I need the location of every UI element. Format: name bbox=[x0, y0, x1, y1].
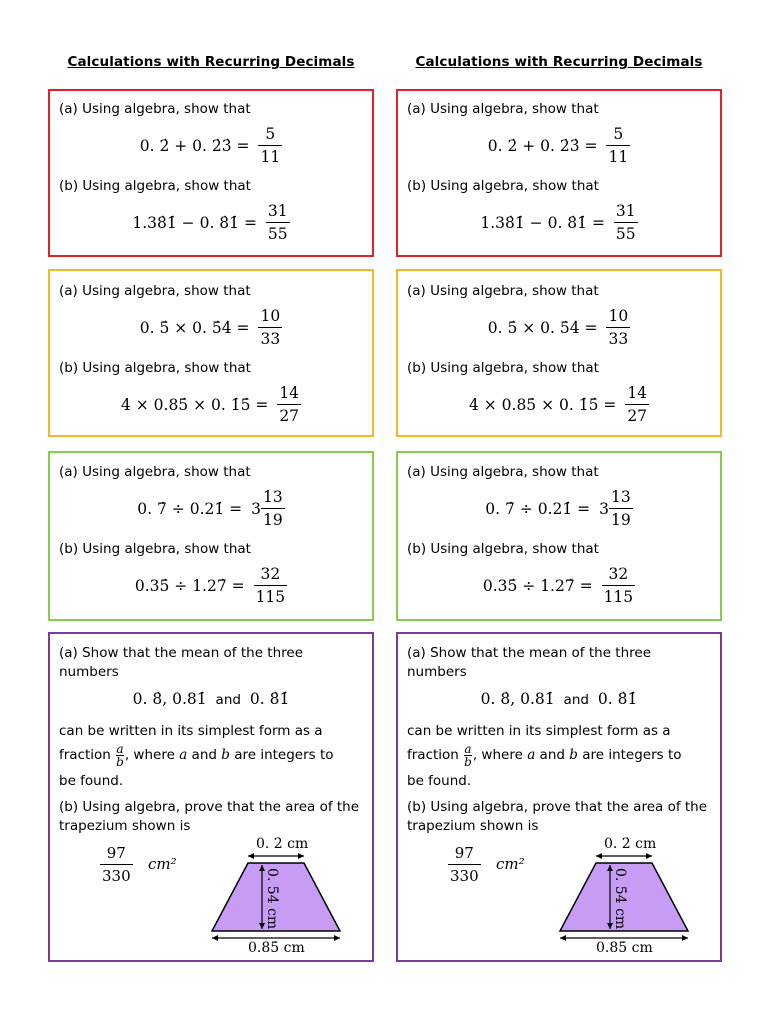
height-label: 0. 5̇4̇ cm bbox=[264, 868, 280, 930]
variable-b: b bbox=[221, 747, 230, 763]
mixed-number-whole: 3 bbox=[251, 499, 261, 518]
top-length-label: 0. 2̇ cm bbox=[256, 836, 309, 852]
arrowhead bbox=[560, 935, 566, 941]
fraction-numerator: 97 bbox=[454, 844, 474, 862]
fraction-denominator: 27 bbox=[625, 404, 649, 427]
part-b-prompt: (b) Using algebra, show that bbox=[407, 360, 599, 376]
part-b-prompt: (b) Using algebra, show that bbox=[59, 541, 251, 557]
fraction-word: fraction bbox=[59, 747, 111, 763]
integers-text: are integers to bbox=[582, 747, 682, 763]
equation-fraction bbox=[254, 563, 288, 608]
part-a-prompt: (a) Show that the mean of the three numbers bbox=[407, 645, 652, 680]
area-fraction bbox=[100, 842, 133, 887]
height-label: 0. 5̇4̇ cm bbox=[612, 868, 628, 930]
equation-fraction bbox=[614, 200, 638, 245]
part-b-equation bbox=[398, 382, 720, 427]
arrowhead bbox=[682, 935, 688, 941]
trapezium-diagram bbox=[200, 830, 350, 954]
fraction-denominator: 330 bbox=[100, 864, 133, 887]
part-b-prompt: (b) Using algebra, prove that the area of the trapezium shown is bbox=[407, 799, 708, 834]
question-card-orange bbox=[48, 269, 374, 437]
fraction-denominator: 55 bbox=[614, 222, 638, 245]
and-text: and bbox=[191, 747, 217, 763]
equation-fraction bbox=[258, 305, 282, 350]
equation-lhs: 4 × 0.85̇ × 0. 1̇5̇ = bbox=[468, 395, 617, 414]
arrowhead bbox=[596, 853, 602, 859]
fraction-line bbox=[59, 740, 334, 770]
fraction-denominator: 19 bbox=[261, 508, 285, 531]
numbers-and: and bbox=[215, 692, 241, 708]
fraction-numerator: 5 bbox=[265, 125, 276, 143]
equation-fraction bbox=[258, 123, 282, 168]
equation-fraction bbox=[606, 123, 630, 168]
part-b-equation bbox=[50, 200, 372, 245]
fraction-denominator: 55 bbox=[266, 222, 290, 245]
numbers-second: 0. 8̇1̇ bbox=[597, 690, 638, 708]
fraction-numerator: 10 bbox=[608, 307, 629, 325]
question-card-green bbox=[396, 451, 722, 621]
fraction-denominator: b bbox=[116, 754, 124, 769]
fraction-denominator: 33 bbox=[258, 327, 282, 350]
a-over-b-fraction bbox=[464, 743, 472, 768]
equation-fraction bbox=[602, 563, 636, 608]
where-text: , where bbox=[472, 747, 523, 763]
where-text: , where bbox=[124, 747, 175, 763]
variable-a: a bbox=[527, 747, 536, 763]
numbers-second: 0. 8̇1̇ bbox=[249, 690, 290, 708]
part-a-equation bbox=[398, 305, 720, 350]
be-found-line: be found. bbox=[407, 773, 472, 789]
fraction-numerator: 14 bbox=[627, 384, 648, 402]
fraction-denominator: b bbox=[464, 754, 472, 769]
a-over-b-fraction bbox=[116, 743, 124, 768]
part-b-equation bbox=[398, 563, 720, 608]
numbers-and: and bbox=[563, 692, 589, 708]
part-b-prompt: (b) Using algebra, show that bbox=[59, 360, 251, 376]
part-b-prompt: (b) Using algebra, show that bbox=[59, 178, 251, 194]
fraction-numerator: a bbox=[116, 741, 124, 756]
fraction-numerator: 97 bbox=[106, 844, 126, 862]
fraction-numerator: 31 bbox=[267, 202, 288, 220]
equation-lhs: 0. 7̇ ÷ 0.21̇ = bbox=[137, 499, 243, 518]
fraction-numerator: 32 bbox=[260, 565, 281, 583]
part-a-prompt: (a) Using algebra, show that bbox=[59, 101, 251, 117]
area-fraction-value bbox=[100, 842, 133, 887]
equation-fraction bbox=[261, 486, 285, 531]
arrowhead bbox=[298, 853, 304, 859]
question-card-purple bbox=[48, 632, 374, 962]
be-found-line: be found. bbox=[59, 773, 124, 789]
equation-lhs: 0.35̇ ÷ 1.27̇ = bbox=[134, 576, 245, 595]
part-a-equation bbox=[398, 486, 720, 531]
equation-lhs: 0. 2̇ + 0. 2̇3̇ = bbox=[139, 136, 250, 155]
arrowhead bbox=[212, 935, 218, 941]
fraction-denominator: 115 bbox=[254, 585, 288, 608]
part-a-prompt: (a) Using algebra, show that bbox=[407, 283, 599, 299]
fraction-denominator: 11 bbox=[258, 145, 282, 168]
part-a-prompt: (a) Using algebra, show that bbox=[59, 464, 251, 480]
mean-numbers bbox=[398, 690, 720, 708]
arrowhead bbox=[248, 853, 254, 859]
fraction-numerator: 31 bbox=[615, 202, 636, 220]
mixed-number-whole: 3 bbox=[599, 499, 609, 518]
part-a-prompt: (a) Using algebra, show that bbox=[407, 101, 599, 117]
equation-lhs: 1.38̇1̇ − 0. 8̇1̇ = bbox=[132, 213, 257, 232]
bottom-length-label: 0.85̇ cm bbox=[596, 940, 653, 954]
question-card-green bbox=[48, 451, 374, 621]
fraction-denominator: 33 bbox=[606, 327, 630, 350]
trapezium-diagram bbox=[548, 830, 698, 954]
numbers-first: 0. 8̇, 0.81̇ bbox=[480, 690, 555, 708]
variable-a: a bbox=[179, 747, 188, 763]
fraction-numerator: a bbox=[464, 741, 472, 756]
equation-lhs: 4 × 0.85̇ × 0. 1̇5̇ = bbox=[120, 395, 269, 414]
part-b-equation bbox=[50, 563, 372, 608]
equation-fraction bbox=[609, 486, 633, 531]
equation-lhs: 0. 5̇ × 0. 5̇4̇ = bbox=[139, 318, 250, 337]
fraction-word: fraction bbox=[407, 747, 459, 763]
bottom-length-label: 0.85̇ cm bbox=[248, 940, 305, 954]
equation-fraction bbox=[266, 200, 290, 245]
equation-lhs: 1.38̇1̇ − 0. 8̇1̇ = bbox=[480, 213, 605, 232]
part-b-equation bbox=[398, 200, 720, 245]
equation-lhs: 0. 2̇ + 0. 2̇3̇ = bbox=[487, 136, 598, 155]
fraction-numerator: 13 bbox=[610, 488, 631, 506]
numbers-first: 0. 8̇, 0.81̇ bbox=[132, 690, 207, 708]
integers-text: are integers to bbox=[234, 747, 334, 763]
part-b-equation bbox=[50, 382, 372, 427]
fraction-denominator: 27 bbox=[277, 404, 301, 427]
column-heading: Calculations with Recurring Decimals bbox=[415, 54, 703, 70]
area-unit: cm² bbox=[148, 855, 177, 873]
equation-fraction bbox=[625, 382, 649, 427]
equation-lhs: 0. 7̇ ÷ 0.21̇ = bbox=[485, 499, 591, 518]
question-card-red bbox=[48, 89, 374, 257]
part-b-prompt: (b) Using algebra, show that bbox=[407, 178, 599, 194]
fraction-denominator: 330 bbox=[448, 864, 481, 887]
fraction-denominator: 11 bbox=[606, 145, 630, 168]
top-length-label: 0. 2̇ cm bbox=[604, 836, 657, 852]
fraction-numerator: 13 bbox=[262, 488, 283, 506]
part-a-equation bbox=[50, 123, 372, 168]
question-card-red bbox=[396, 89, 722, 257]
part-a-equation bbox=[398, 123, 720, 168]
simplest-form-line: can be written in its simplest form as a bbox=[407, 723, 671, 739]
part-b-prompt: (b) Using algebra, show that bbox=[407, 541, 599, 557]
column-heading: Calculations with Recurring Decimals bbox=[67, 54, 355, 70]
arrowhead bbox=[646, 853, 652, 859]
part-a-equation bbox=[50, 486, 372, 531]
mean-numbers bbox=[50, 690, 372, 708]
area-fraction bbox=[448, 842, 481, 887]
equation-fraction bbox=[606, 305, 630, 350]
fraction-line bbox=[407, 740, 682, 770]
fraction-numerator: 10 bbox=[260, 307, 281, 325]
equation-lhs: 0. 5̇ × 0. 5̇4̇ = bbox=[487, 318, 598, 337]
equation-lhs: 0.35̇ ÷ 1.27̇ = bbox=[482, 576, 593, 595]
equation-fraction bbox=[277, 382, 301, 427]
and-text: and bbox=[539, 747, 565, 763]
fraction-numerator: 14 bbox=[279, 384, 300, 402]
part-a-prompt: (a) Using algebra, show that bbox=[59, 283, 251, 299]
fraction-numerator: 32 bbox=[608, 565, 629, 583]
part-a-prompt: (a) Show that the mean of the three numbers bbox=[59, 645, 304, 680]
simplest-form-line: can be written in its simplest form as a bbox=[59, 723, 323, 739]
part-b-prompt: (b) Using algebra, prove that the area of the trapezium shown is bbox=[59, 799, 360, 834]
fraction-denominator: 115 bbox=[602, 585, 636, 608]
fraction-denominator: 19 bbox=[609, 508, 633, 531]
question-card-purple bbox=[396, 632, 722, 962]
area-fraction-value bbox=[448, 842, 481, 887]
fraction-numerator: 5 bbox=[613, 125, 624, 143]
area-unit: cm² bbox=[496, 855, 525, 873]
arrowhead bbox=[334, 935, 340, 941]
part-a-equation bbox=[50, 305, 372, 350]
variable-b: b bbox=[569, 747, 578, 763]
part-a-prompt: (a) Using algebra, show that bbox=[407, 464, 599, 480]
question-card-orange bbox=[396, 269, 722, 437]
